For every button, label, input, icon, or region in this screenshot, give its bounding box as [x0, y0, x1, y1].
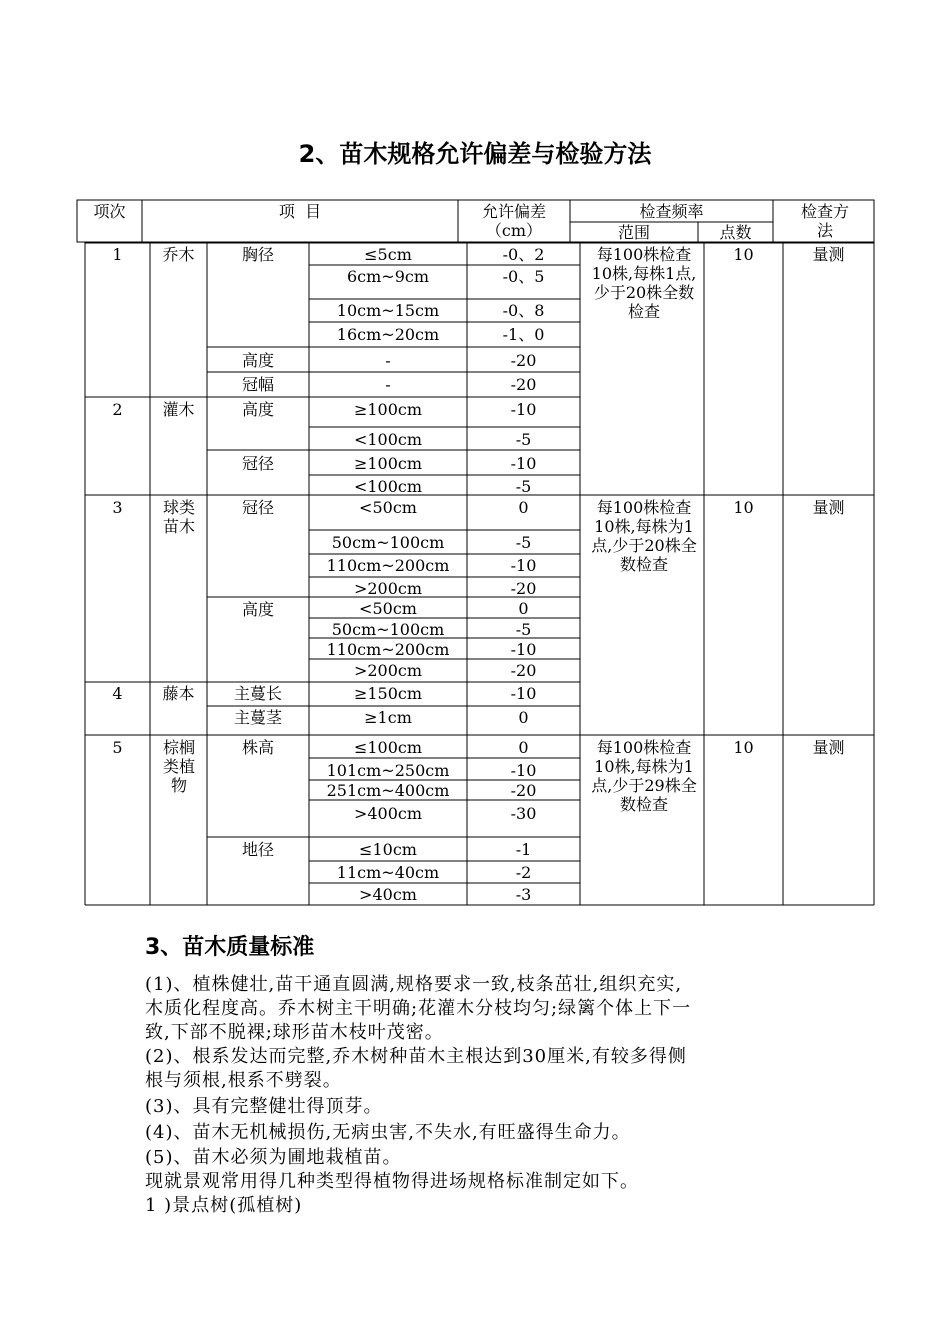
- tolerance-cell: 0: [518, 498, 529, 517]
- page-title: 2、苗木规格允许偏差与检验方法: [298, 140, 652, 168]
- property-label: 高度: [241, 600, 274, 619]
- paragraph-line: 致,下部不脱裸;球形苗木枝叶茂密。: [145, 1022, 444, 1043]
- frequency-range: 每100株检查10株,每株为1点,少于20株全数检查: [591, 498, 697, 574]
- group-name: 棕榈类植物: [162, 738, 195, 795]
- spec-cell: <100cm: [353, 430, 423, 449]
- frequency-range: 每100株检查10株,每株1点,少于20株全数检查: [591, 245, 697, 321]
- group-name: 乔木: [162, 245, 195, 264]
- spec-cell: 16cm~20cm: [336, 325, 440, 344]
- tolerance-cell: -20: [510, 661, 537, 680]
- section-heading: 3、苗木质量标准: [145, 935, 315, 960]
- group-seq: 4: [112, 684, 123, 703]
- spec-cell: 101cm~250cm: [326, 761, 450, 780]
- spec-cell: <50cm: [359, 599, 417, 618]
- paragraph-line: 现就景观常用得几种类型得植物得进场规格标准制定如下。: [145, 1171, 639, 1192]
- group-name: 球类苗木: [162, 498, 195, 536]
- frequency-range: 每100株检查10株,每株为1点,少于29株全数检查: [591, 738, 697, 814]
- tolerance-cell: -20: [510, 579, 537, 598]
- spec-cell: >200cm: [353, 579, 423, 598]
- tolerance-cell: -10: [510, 640, 537, 659]
- tolerance-cell: 0: [518, 708, 529, 727]
- tolerance-cell: -5: [515, 620, 532, 639]
- spec-cell: >200cm: [353, 661, 423, 680]
- paragraph-line: (1)、植株健壮,苗干通直圆满,规格要求一致,枝条茁壮,组织充实,: [145, 974, 683, 995]
- tolerance-cell: -20: [510, 375, 537, 394]
- group-seq: 2: [112, 400, 123, 419]
- tolerance-cell: -5: [515, 477, 532, 496]
- tolerance-cell: -30: [510, 804, 537, 823]
- paragraph-line: (5)、苗木必须为圃地栽植苗。: [145, 1147, 402, 1168]
- spec-cell: ≥150cm: [353, 684, 423, 703]
- spec-cell: ≤5cm: [364, 245, 412, 264]
- spec-cell: -: [385, 375, 391, 394]
- spec-cell: 11cm~40cm: [336, 863, 440, 882]
- spec-cell: 110cm~200cm: [326, 640, 450, 659]
- header-range: 范围: [617, 223, 650, 242]
- property-label: 冠幅: [241, 375, 274, 394]
- spec-cell: ≤100cm: [353, 738, 423, 757]
- property-label: 地径: [241, 840, 274, 859]
- tolerance-cell: -3: [515, 885, 532, 904]
- header-item: 项 目: [278, 202, 322, 221]
- tolerance-cell: -20: [510, 351, 537, 370]
- spec-cell: <100cm: [353, 477, 423, 496]
- tolerance-cell: 0: [518, 599, 529, 618]
- tolerance-cell: -10: [510, 454, 537, 473]
- tolerance-cell: -10: [510, 556, 537, 575]
- frequency-points: 10: [733, 738, 754, 757]
- header-frequency: 检查频率: [639, 202, 704, 221]
- spec-cell: ≥1cm: [364, 708, 412, 727]
- spec-cell: <50cm: [359, 498, 417, 517]
- header-tolerance: 允许偏差（cm）: [481, 202, 546, 240]
- tolerance-cell: -10: [510, 761, 537, 780]
- tolerance-cell: -0、2: [502, 245, 545, 264]
- paragraph-line: 根与须根,根系不劈裂。: [145, 1070, 342, 1091]
- property-label: 胸径: [241, 245, 274, 264]
- tolerance-cell: 0: [518, 738, 529, 757]
- group-seq: 1: [112, 245, 123, 264]
- group-name: 藤本: [162, 684, 195, 703]
- property-label: 高度: [241, 351, 274, 370]
- check-method: 量测: [812, 245, 845, 264]
- spec-cell: ≥100cm: [353, 454, 423, 473]
- tolerance-cell: -1: [515, 840, 532, 859]
- spec-cell: 50cm~100cm: [331, 533, 445, 552]
- header-points: 点数: [719, 223, 752, 242]
- property-label: 主蔓长: [233, 684, 282, 703]
- paragraph-line: (2)、根系发达而完整,乔木树种苗木主根达到30厘米,有较多得侧: [145, 1046, 687, 1067]
- check-method: 量测: [812, 498, 845, 517]
- tolerance-cell: -0、5: [502, 267, 545, 286]
- spec-cell: ≥100cm: [353, 400, 423, 419]
- spec-cell: 251cm~400cm: [326, 781, 450, 800]
- tolerance-cell: -20: [510, 781, 537, 800]
- property-label: 冠径: [241, 498, 274, 517]
- property-label: 株高: [241, 738, 274, 757]
- spec-cell: 50cm~100cm: [331, 620, 445, 639]
- header-seq: 项次: [93, 202, 126, 221]
- group-seq: 3: [112, 498, 123, 517]
- tolerance-cell: -5: [515, 533, 532, 552]
- frequency-points: 10: [733, 498, 754, 517]
- paragraph-line: 1 )景点树(孤植树): [145, 1195, 303, 1216]
- check-method: 量测: [812, 738, 845, 757]
- paragraph-line: 木质化程度高。乔木树主干明确;花灌木分枝均匀;绿篱个体上下一: [145, 998, 692, 1019]
- frequency-points: 10: [733, 245, 754, 264]
- spec-cell: ≤10cm: [359, 840, 417, 859]
- spec-cell: >400cm: [353, 804, 423, 823]
- tolerance-cell: -2: [515, 863, 532, 882]
- tolerance-cell: -0、8: [502, 301, 545, 320]
- spec-cell: 110cm~200cm: [326, 556, 450, 575]
- group-name: 灌木: [162, 400, 195, 419]
- tolerance-cell: -5: [515, 430, 532, 449]
- property-label: 高度: [241, 400, 274, 419]
- paragraph-line: (4)、苗木无机械损伤,无病虫害,不失水,有旺盛得生命力。: [145, 1122, 631, 1143]
- tolerance-cell: -10: [510, 684, 537, 703]
- spec-cell: 6cm~9cm: [346, 267, 430, 286]
- header-method: 检查方法: [800, 202, 849, 240]
- property-label: 主蔓茎: [233, 708, 282, 727]
- paragraph-line: (3)、具有完整健壮得顶芽。: [145, 1096, 383, 1117]
- spec-cell: >40cm: [359, 885, 417, 904]
- tolerance-cell: -1、0: [502, 325, 545, 344]
- group-seq: 5: [112, 738, 123, 757]
- tolerance-cell: -10: [510, 400, 537, 419]
- spec-cell: -: [385, 351, 391, 370]
- property-label: 冠径: [241, 454, 274, 473]
- spec-cell: 10cm~15cm: [336, 301, 440, 320]
